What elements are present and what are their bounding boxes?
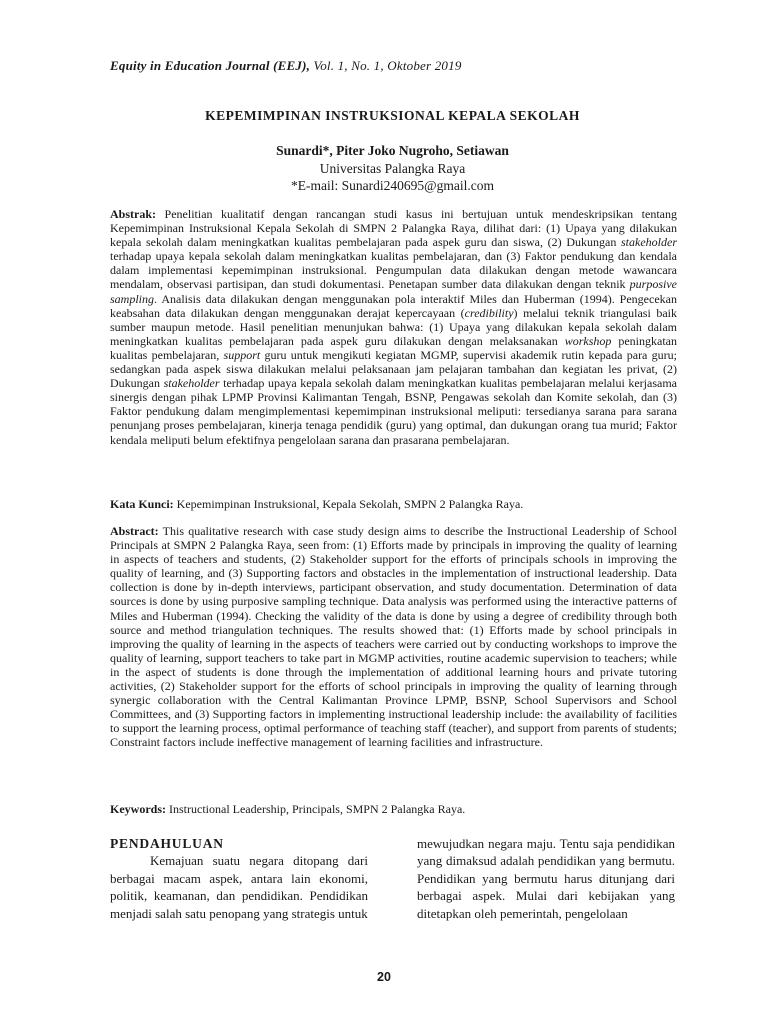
abstrak-text: Penelitian kualitatif dengan rancangan studi kasus ini bertujuan untuk mendeskripsikan tentang Kepemimpinan Instruksional Kepala Sekolah di SMPN 2 Palangka Raya, dilihat dari: (1) Upaya yang dilakukan kepala sekolah dalam meningkatkan kualitas pembelajaran pada aspek guru dan siswa, (2) Dukungan	[110, 207, 677, 250]
abstrak-term: stakeholder	[163, 376, 220, 391]
article-title: KEPEMIMPINAN INSTRUKSIONAL KEPALA SEKOLAH	[205, 108, 580, 123]
body-column-left	[110, 835, 368, 922]
author-block	[110, 142, 675, 195]
abstrak-paragraph	[110, 207, 677, 447]
journal-issue: Vol. 1, No. 1, Oktober 2019	[310, 58, 462, 73]
keywords-text: Instructional Leadership, Principals, SMPN 2 Palangka Raya.	[166, 802, 466, 816]
abstrak-label: Abstrak:	[110, 207, 157, 221]
abstrak-text: terhadap upaya kepala sekolah dalam meningkatkan kualitas pembelajaran, dan (3) Faktor pendukung dan kendala dalam implementasi kepemimpinan instruksional. Pengumpulan data dilakukan dengan metode wawancara mendalam, observasi partisipan, dan studi dokumentasi. Penetapan sumber data dilakukan dengan teknik	[110, 249, 677, 292]
abstract-label: Abstract:	[110, 524, 159, 538]
author-email: *E-mail: Sunardi240695@gmail.com	[291, 178, 494, 193]
journal-name: Equity in Education Journal (EEJ),	[110, 58, 311, 73]
abstrak-text: guru untuk mengikuti kegiatan MGMP, supervisi akademik rutin kepada para guru; sedangkan pada aspek siswa dilakukan melalui pelaksanaan jam pelajaran tambahan dan kegiatan les privat, (2) Dukungan	[110, 347, 678, 391]
keywords-line	[110, 802, 677, 816]
section-heading: PENDAHULUAN	[110, 836, 224, 851]
body-paragraph: mewujudkan negara maju. Tentu saja pendidikan yang dimaksud adalah pendidikan yang bermutu. Pendidikan yang bermutu harus ditunjang dari berbagai aspek. Mulai dari kebijakan yang ditetapkan oleh pemerintah, pengelolaan	[417, 836, 675, 921]
kata-kunci-line	[110, 497, 677, 511]
page-number: 20	[377, 970, 391, 984]
abstrak-text: ) melalui teknik triangulasi baik sumber maupun metode. Hasil penelitian menunjukan bahwa: (1) Upaya yang dilakukan kepala sekolah dalam meningkatkan kualitas pembelajaran pada aspek guru dilakukan dengan melaksanakan	[110, 305, 678, 348]
body-column-right	[417, 835, 675, 922]
kata-kunci-label: Kata Kunci:	[110, 497, 174, 511]
abstrak-term: purposive sampling	[110, 277, 677, 306]
abstrak-text: peningkatan kualitas pembelajaran,	[110, 333, 677, 362]
body-paragraph: Kemajuan suatu negara ditopang dari berbagai macam aspek, antara lain ekonomi, politik, keamanan, dan pendidikan. Pendidikan menjadi salah satu penopang yang strategis untuk	[110, 853, 368, 921]
journal-header	[110, 58, 670, 74]
abstrak-text: terhadap upaya kepala sekolah dalam meningkatkan kualitas pembelajaran melalui kerjasama sinergis dengan pihak LPMP Provinsi Kalimantan Tengah, BSNP, Pengawas sekolah dan Komite sekolah, dan (3) Faktor pendukung dalam mengimplementasi kepemimpinan instruksional meliputi: tersedianya sarana para sarana penunjang proses pembelajaran, kinerja tenaga pendidik (guru) yang optimal, dan dukungan orang tua murid; Faktor kendala meliputi belum efektifnya pengelolaan sarana dan prasarana pembelajaran.	[110, 376, 677, 447]
abstract-paragraph	[110, 524, 677, 750]
author-affiliation: Universitas Palangka Raya	[319, 160, 466, 176]
kata-kunci-text: Kepemimpinan Instruksional, Kepala Sekolah, SMPN 2 Palangka Raya.	[173, 497, 524, 511]
abstrak-term: credibility	[464, 305, 514, 320]
abstrak-text: . Analisis data dilakukan dengan menggunakan pola interaktif Miles dan Huberman (1994). Pengecekan keabsahan data dilakukan dengan menggunakan derajat kepercayaan (	[110, 291, 677, 320]
keywords-label: Keywords:	[110, 802, 166, 816]
article-authors: Sunardi*, Piter Joko Nugroho, Setiawan	[276, 143, 509, 158]
abstract-text: This qualitative research with case study design aims to describe the Instructional Leadership of School Principals at SMPN 2 Palangka Raya, seen from: (1) Efforts made by principals in improving the quality of learning in aspects of teachers and students, (2) Stakeholder support for the efforts of principals schools in improving the quality of learning, and (3) Supporting factors and obstacles in the implementation of instructional leadership. Data collection is done by in-depth interviews, participant observation, and study documentation. Determination of data sources is done by using purposive sampling technique. Data analysis was performed using the interactive patterns of Miles and Huberman (1994). Checking the validity of the data is done by using a degree of credibility through both source and method triangulation techniques. The results showed that: (1) Efforts made by school principals in improving the quality of learning in the aspects of teachers were carried out by conducting workshops to improve the quality of learning, support teachers to take part in MGMP activities, routine academic supervision to teachers; while in the aspect of students is done through the implementation of additional learning hours and private tutoring activities, (2) Stakeholder support for the efforts of school principals in improving the quality of learning through synergic collaboration with the Central Kalimantan Province LPMP, BSNP, School Supervisors and School Committees, and (3) Supporting factors in implementing instructional leadership include: the availability of facilities to support the learning process, optimal performance of teaching staff (teacher), and support from parents of students; Constraint factors include ineffective management of learning facilities and infrastructure.	[110, 524, 677, 750]
abstrak-term: support	[223, 347, 261, 362]
abstrak-term: workshop	[564, 333, 612, 348]
abstrak-term: stakeholder	[621, 235, 677, 250]
